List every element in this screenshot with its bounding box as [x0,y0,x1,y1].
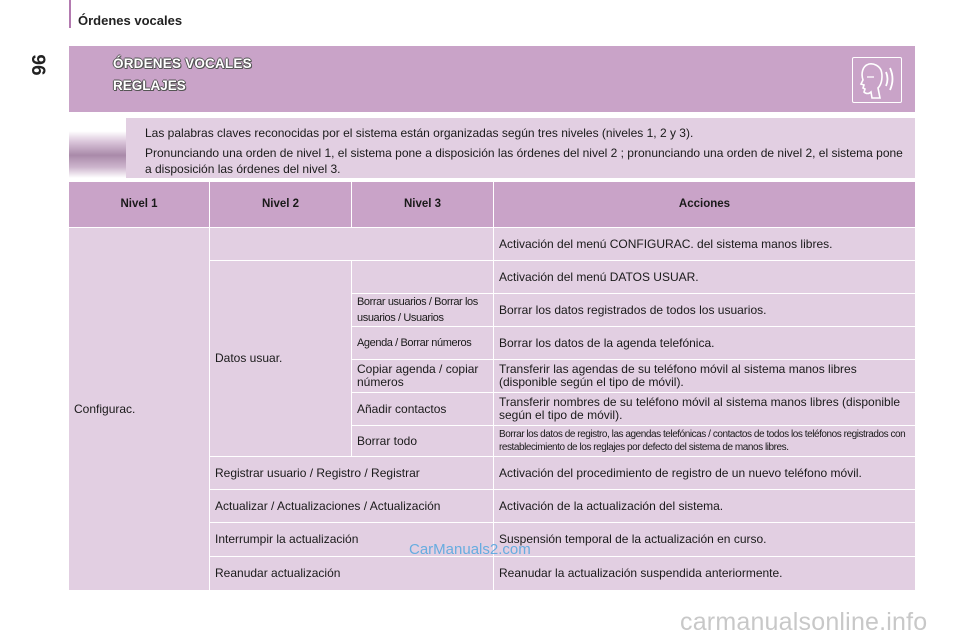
row-5-level3: Copiar agenda / copiar números [352,360,493,392]
row-10-action: Suspensión temporal de la actualización en curso. [494,523,915,556]
header-level-2: Nivel 2 [210,182,351,227]
level2-datos-usuar: Datos usuar. [210,261,351,456]
banner-title: ÓRDENES VOCALES [113,56,252,71]
row-7-level3: Borrar todo [352,426,493,456]
commands-table [69,182,915,590]
row-11-action: Reanudar la actualización suspendida anteriormente. [494,557,915,590]
row-3-action: Borrar los datos registrados de todos los usuarios. [494,294,915,326]
voice-command-icon [852,57,902,103]
row-11-level2: Reanudar actualización [210,557,493,590]
row-4-level3: Agenda / Borrar números [352,327,493,359]
row-6-action: Transferir nombres de su teléfono móvil al sistema manos libres (disponible según el tipo de móvil). [494,393,915,425]
title-banner [69,46,915,112]
header-actions: Acciones [494,182,915,227]
page-number: 96 [27,54,48,76]
left-rule [69,0,71,28]
row-3-level3: Borrar usuarios / Borrar los usuarios / Usuarios [352,294,493,326]
row-2-level3-blank [352,261,493,293]
watermark-carmanualsonline: carmanualsonline.info [680,608,928,636]
row-2-action: Activación del menú DATOS USUAR. [494,261,915,293]
banner-subtitle: REGLAJES [113,78,186,93]
row-9-action: Activación de la actualización del sistema. [494,490,915,522]
row-9-level2: Actualizar / Actualizaciones / Actualización [210,490,493,522]
header-level-1: Nivel 1 [69,182,209,227]
row-4-action: Borrar los datos de la agenda telefónica. [494,327,915,359]
intro-box [69,118,915,178]
intro-paragraph-2: Pronunciando una orden de nivel 1, el sistema pone a disposición las órdenes del nivel 2 ; pronunciando una orden de nivel 2, el sistema pone a disposición las órdenes del nivel 3. [145,146,903,176]
intro-tab [69,118,126,178]
row-8-level2: Registrar usuario / Registro / Registrar [210,457,493,489]
section-label: Órdenes vocales [78,13,183,28]
intro-paragraph-1: Las palabras claves reconocidas por el sistema están organizadas según tres niveles (niveles 1, 2 y 3). [145,126,694,140]
header-level-3: Nivel 3 [352,182,493,227]
row-6-level3: Añadir contactos [352,393,493,425]
row-8-action: Activación del procedimiento de registro de un nuevo teléfono móvil. [494,457,915,489]
row-1-action: Activación del menú CONFIGURAC. del sistema manos libres. [494,228,915,260]
row-5-action: Transferir las agendas de su teléfono móvil al sistema manos libres (disponible según el tipo de móvil). [494,360,915,392]
row-1-blank [210,228,493,260]
intro-text [145,125,910,181]
row-7-action: Borrar los datos de registro, las agendas telefónicas / contactos de todos los teléfonos registrados con restablecimiento de los reglajes por defecto del sistema de manos libres. [494,426,915,456]
watermark-carmanuals2: CarManuals2.com [409,541,531,558]
row-10-level2: Interrumpir la actualización [210,523,493,556]
level1-configurac: Configurac. [69,228,209,590]
